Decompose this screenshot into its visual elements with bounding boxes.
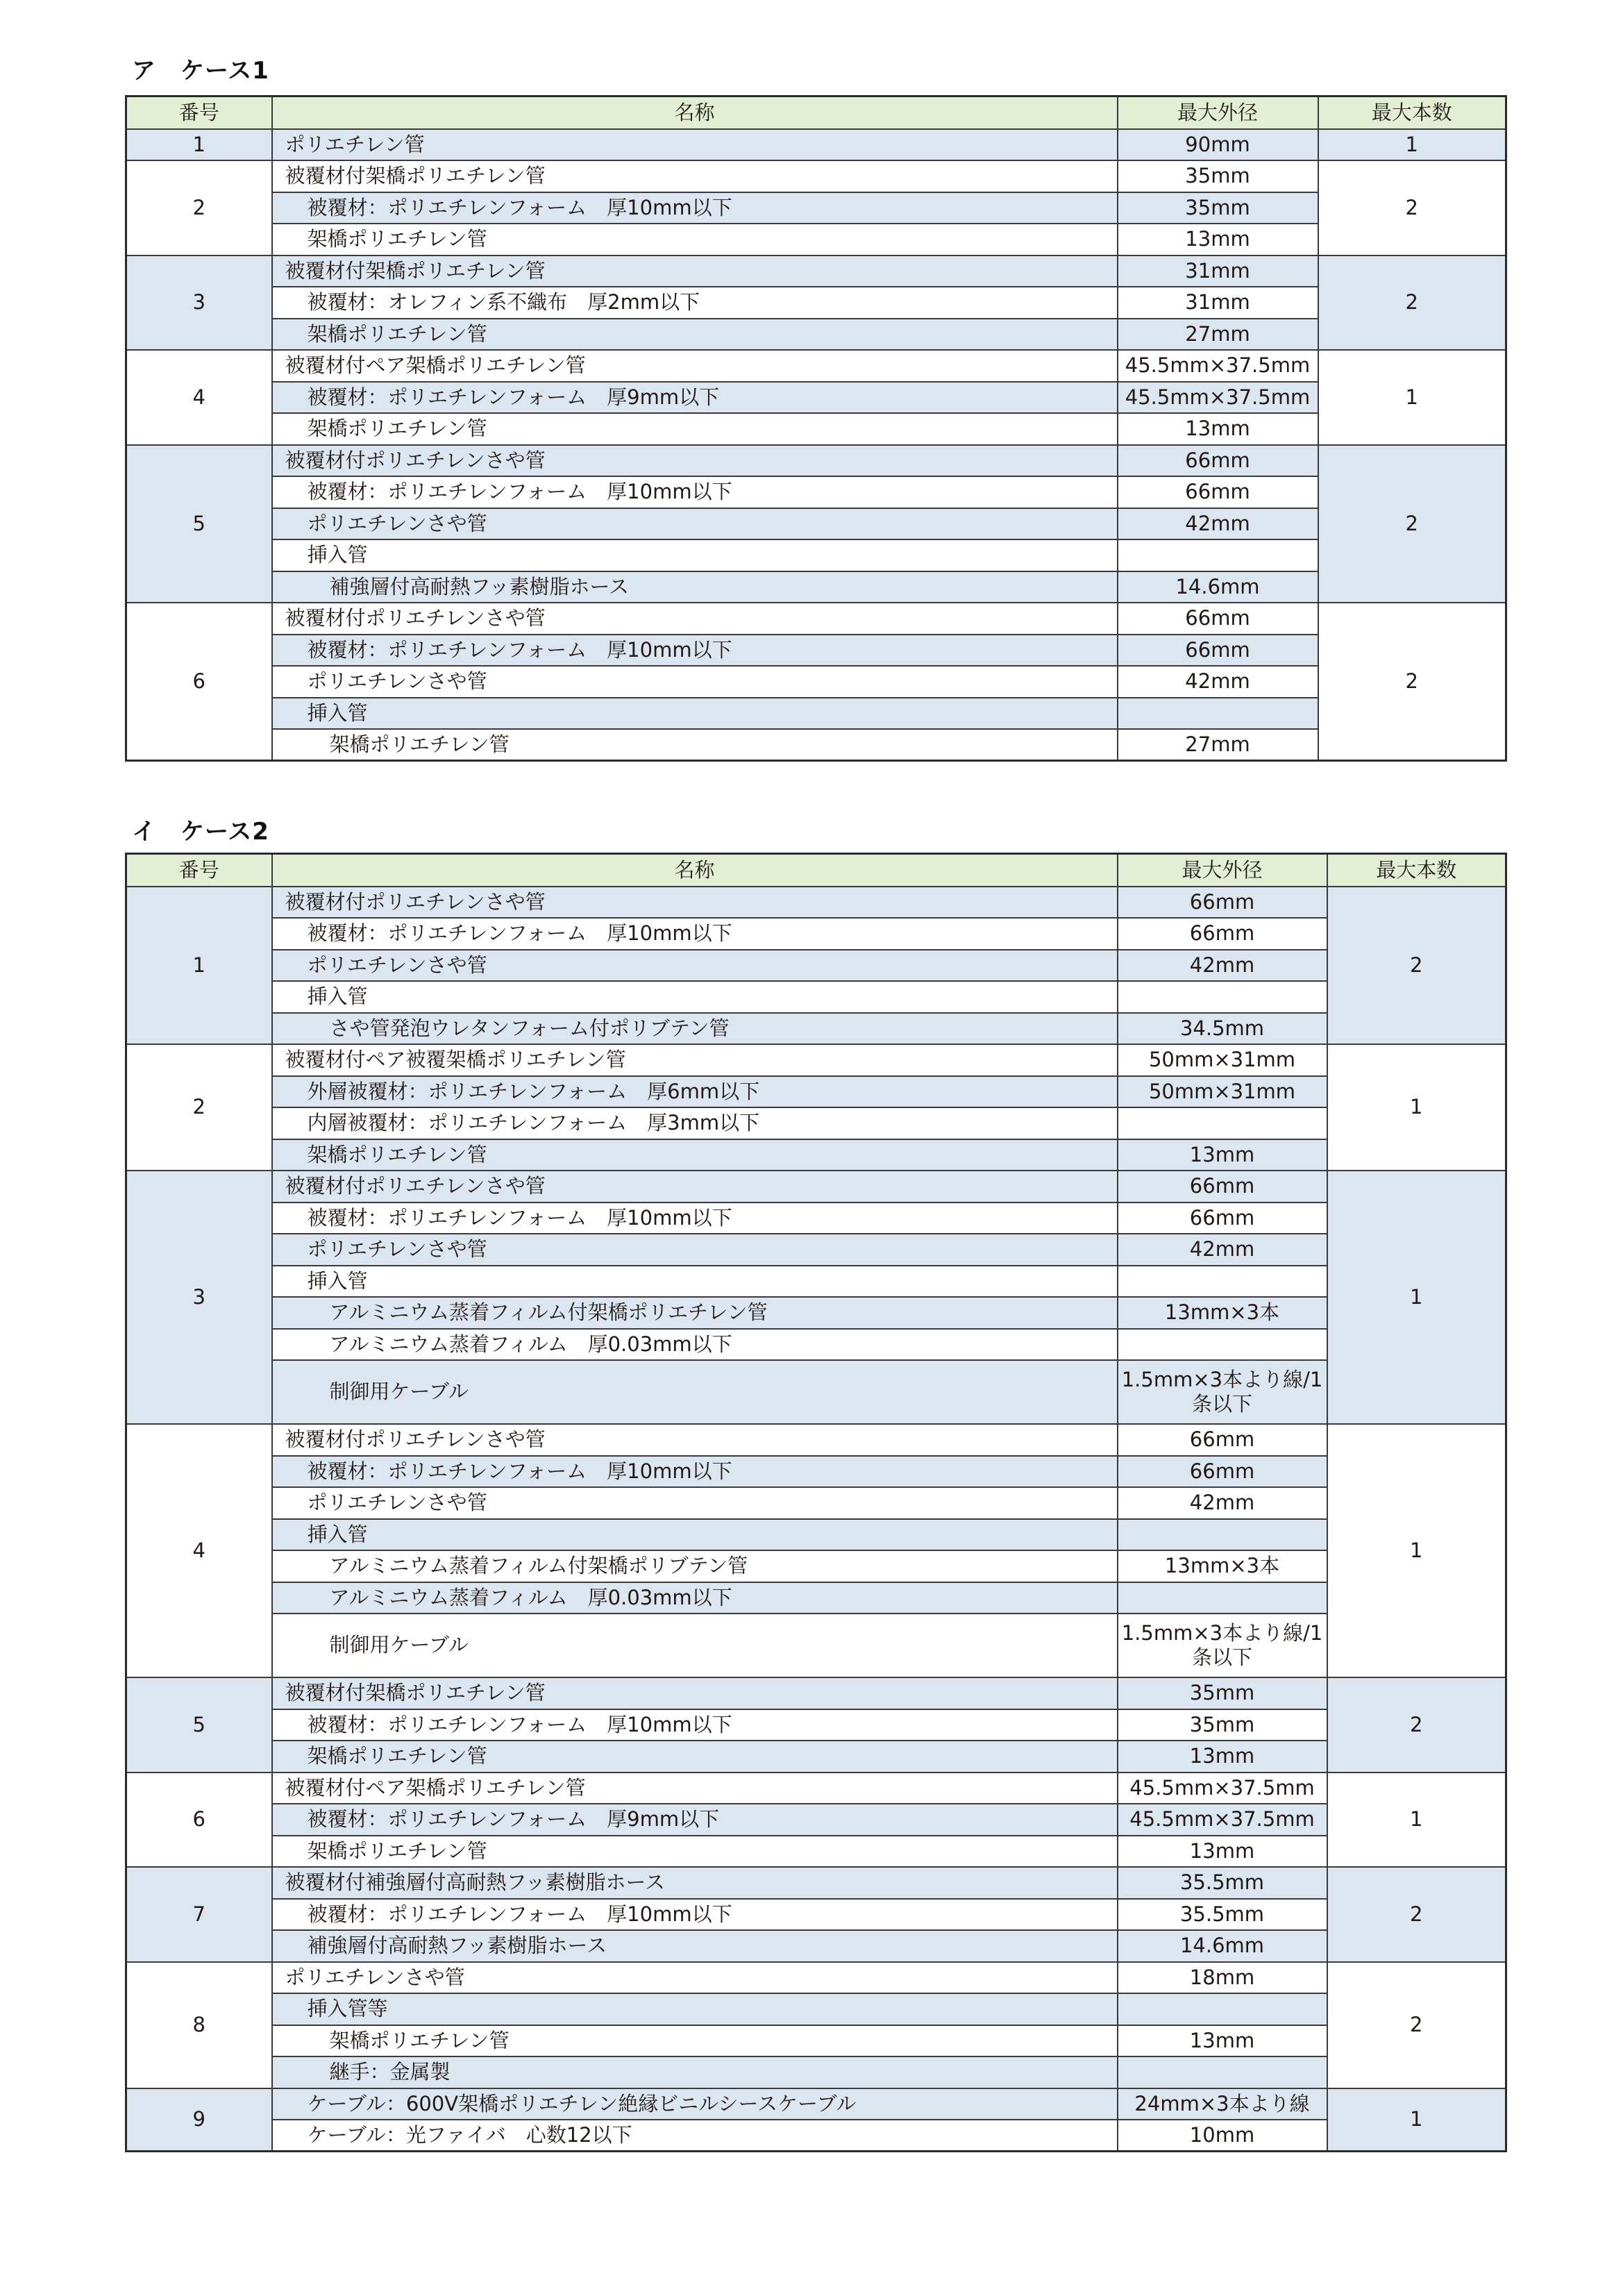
item-diameter: 31mm (1118, 287, 1318, 319)
item-name: 挿入管 (272, 539, 1118, 571)
table-row (126, 729, 1506, 761)
item-name: アルミニウム蒸着フィルム 厚0.03mm以下 (272, 1582, 1118, 1614)
header-name: 名称 (272, 97, 1118, 129)
item-name: 被覆材：ポリエチレンフォーム 厚10mm以下 (272, 192, 1118, 224)
table-row (126, 950, 1506, 982)
item-diameter: 1.5mm×3本より線/1条以下 (1118, 1614, 1327, 1677)
max-count: 1 (1327, 1424, 1506, 1677)
max-count: 1 (1327, 1773, 1506, 1868)
item-diameter (1118, 2056, 1327, 2088)
header-count: 最大本数 (1318, 97, 1506, 129)
table-row (126, 1424, 1506, 1456)
item-name: 被覆材：ポリエチレンフォーム 厚10mm以下 (272, 1203, 1118, 1234)
table-row (126, 1139, 1506, 1171)
item-diameter: 27mm (1118, 319, 1318, 351)
item-name: ポリエチレンさや管 (272, 1962, 1118, 1994)
item-diameter: 18mm (1118, 1962, 1327, 1994)
item-name: 被覆材：ポリエチレンフォーム 厚10mm以下 (272, 476, 1118, 508)
item-name: 被覆材付ポリエチレンさや管 (272, 1424, 1118, 1456)
header-number: 番号 (126, 97, 272, 129)
row-number: 3 (126, 255, 272, 351)
item-diameter (1118, 1519, 1327, 1551)
item-diameter: 50mm×31mm (1118, 1076, 1327, 1108)
table-row (126, 698, 1506, 730)
table-row (126, 319, 1506, 351)
row-number: 6 (126, 603, 272, 761)
item-diameter: 45.5mm×37.5mm (1118, 382, 1318, 414)
case1-title: ア ケース1 (132, 57, 269, 85)
item-name: 架橋ポリエチレン管 (272, 224, 1118, 255)
item-diameter: 13mm×3本 (1118, 1297, 1327, 1329)
item-diameter: 66mm (1118, 1171, 1327, 1203)
header-name: 名称 (272, 854, 1118, 887)
item-diameter: 34.5mm (1118, 1013, 1327, 1045)
table-row (126, 1107, 1506, 1139)
table-row (126, 1360, 1506, 1424)
item-name: 挿入管等 (272, 1993, 1118, 2025)
table-row (126, 635, 1506, 667)
item-name: 被覆材付補強層付高耐熱フッ素樹脂ホース (272, 1867, 1118, 1899)
table-row (126, 382, 1506, 414)
item-diameter: 13mm (1118, 1836, 1327, 1868)
item-name: 架橋ポリエチレン管 (272, 319, 1118, 351)
table-row (126, 1013, 1506, 1045)
max-count: 1 (1318, 350, 1506, 445)
row-number: 2 (126, 1044, 272, 1171)
item-name: 被覆材付ペア架橋ポリエチレン管 (272, 1773, 1118, 1804)
header-number: 番号 (126, 854, 272, 887)
case2-title: イ ケース2 (132, 818, 269, 846)
item-name: 被覆材付架橋ポリエチレン管 (272, 255, 1118, 287)
table-row (126, 1329, 1506, 1361)
item-diameter: 90mm (1118, 129, 1318, 161)
item-diameter: 42mm (1118, 508, 1318, 540)
table-row (126, 2025, 1506, 2057)
row-number: 2 (126, 160, 272, 255)
table-row (126, 571, 1506, 603)
item-diameter: 66mm (1118, 1424, 1327, 1456)
item-diameter: 35mm (1118, 1709, 1327, 1741)
item-diameter: 66mm (1118, 445, 1318, 477)
table-row (126, 1614, 1506, 1677)
item-name: 被覆材付ポリエチレンさや管 (272, 1171, 1118, 1203)
item-diameter: 66mm (1118, 635, 1318, 667)
table-row (126, 1487, 1506, 1519)
item-diameter: 66mm (1118, 1456, 1327, 1488)
table-row (126, 1234, 1506, 1266)
item-name: アルミニウム蒸着フィルム 厚0.03mm以下 (272, 1329, 1118, 1361)
table-row (126, 1266, 1506, 1298)
item-name: 架橋ポリエチレン管 (272, 1741, 1118, 1773)
item-name: 被覆材：ポリエチレンフォーム 厚9mm以下 (272, 382, 1118, 414)
item-name: 外層被覆材：ポリエチレンフォーム 厚6mm以下 (272, 1076, 1118, 1108)
item-name: 被覆材：ポリエチレンフォーム 厚10mm以下 (272, 635, 1118, 667)
table-row (126, 1867, 1506, 1899)
item-diameter (1118, 1107, 1327, 1139)
table-row (126, 1930, 1506, 1962)
item-diameter: 31mm (1118, 255, 1318, 287)
item-name: 補強層付高耐熱フッ素樹脂ホース (272, 1930, 1118, 1962)
item-diameter (1118, 1993, 1327, 2025)
item-diameter: 13mm (1118, 2025, 1327, 2057)
item-name: 架橋ポリエチレン管 (272, 1836, 1118, 1868)
header-count: 最大本数 (1327, 854, 1506, 887)
case1-table (125, 95, 1507, 762)
table-row (126, 539, 1506, 571)
item-diameter (1118, 1582, 1327, 1614)
table-row (126, 192, 1506, 224)
item-diameter: 13mm (1118, 1741, 1327, 1773)
table-row (126, 1741, 1506, 1773)
table-row (126, 350, 1506, 382)
max-count: 2 (1318, 445, 1506, 603)
item-diameter: 42mm (1118, 1234, 1327, 1266)
table-row (126, 1993, 1506, 2025)
item-diameter: 14.6mm (1118, 571, 1318, 603)
item-diameter: 66mm (1118, 918, 1327, 950)
item-name: ポリエチレンさや管 (272, 508, 1118, 540)
max-count: 2 (1327, 887, 1506, 1045)
row-number: 4 (126, 1424, 272, 1677)
item-name: 被覆材付ポリエチレンさや管 (272, 887, 1118, 919)
item-name: 被覆材：ポリエチレンフォーム 厚10mm以下 (272, 1899, 1118, 1931)
item-diameter: 13mm (1118, 1139, 1327, 1171)
item-diameter: 50mm×31mm (1118, 1044, 1327, 1076)
item-diameter: 45.5mm×37.5mm (1118, 350, 1318, 382)
item-diameter: 10mm (1118, 2120, 1327, 2152)
row-number: 8 (126, 1962, 272, 2088)
max-count: 2 (1327, 1867, 1506, 1962)
item-diameter: 14.6mm (1118, 1930, 1327, 1962)
item-name: ケーブル：光ファイバ 心数12以下 (272, 2120, 1118, 2152)
table-row (126, 1297, 1506, 1329)
table-row (126, 1899, 1506, 1931)
table-row (126, 918, 1506, 950)
max-count: 1 (1327, 1044, 1506, 1171)
table-row (126, 1171, 1506, 1203)
table-row (126, 1044, 1506, 1076)
table-header-row (126, 97, 1506, 129)
item-name: さや管発泡ウレタンフォーム付ポリブテン管 (272, 1013, 1118, 1045)
item-diameter: 42mm (1118, 950, 1327, 982)
item-diameter: 24mm×3本より線 (1118, 2088, 1327, 2120)
item-name: 被覆材：ポリエチレンフォーム 厚10mm以下 (272, 918, 1118, 950)
max-count: 2 (1318, 603, 1506, 761)
max-count: 1 (1327, 1171, 1506, 1424)
table-row (126, 160, 1506, 192)
table-row (126, 666, 1506, 698)
table-row (126, 1203, 1506, 1234)
item-name: ポリエチレンさや管 (272, 1234, 1118, 1266)
item-diameter: 66mm (1118, 476, 1318, 508)
item-name: 補強層付高耐熱フッ素樹脂ホース (272, 571, 1118, 603)
item-diameter (1118, 1266, 1327, 1298)
item-name: 制御用ケーブル (272, 1614, 1118, 1677)
max-count: 2 (1318, 255, 1506, 351)
item-name: 架橋ポリエチレン管 (272, 2025, 1118, 2057)
item-diameter: 13mm×3本 (1118, 1550, 1327, 1582)
item-name: 被覆材：ポリエチレンフォーム 厚9mm以下 (272, 1804, 1118, 1836)
item-diameter: 27mm (1118, 729, 1318, 761)
item-name: ポリエチレンさや管 (272, 666, 1118, 698)
item-name: 架橋ポリエチレン管 (272, 413, 1118, 445)
item-name: ポリエチレンさや管 (272, 1487, 1118, 1519)
max-count: 1 (1327, 2088, 1506, 2152)
row-number: 5 (126, 1677, 272, 1773)
item-diameter: 35mm (1118, 192, 1318, 224)
item-diameter: 35.5mm (1118, 1899, 1327, 1931)
table-row (126, 2056, 1506, 2088)
max-count: 2 (1327, 1962, 1506, 2088)
case2-table (125, 853, 1507, 2152)
table-row (126, 1773, 1506, 1804)
table-row (126, 508, 1506, 540)
row-number: 6 (126, 1773, 272, 1868)
item-name: ポリエチレンさや管 (272, 950, 1118, 982)
item-diameter: 1.5mm×3本より線/1条以下 (1118, 1360, 1327, 1424)
item-diameter: 42mm (1118, 1487, 1327, 1519)
item-diameter: 66mm (1118, 603, 1318, 635)
table-row (126, 255, 1506, 287)
table-row (126, 1519, 1506, 1551)
table-row (126, 2120, 1506, 2152)
table-row (126, 445, 1506, 477)
item-diameter: 45.5mm×37.5mm (1118, 1804, 1327, 1836)
item-diameter: 13mm (1118, 413, 1318, 445)
item-diameter (1118, 539, 1318, 571)
item-diameter: 13mm (1118, 224, 1318, 255)
table-row (126, 1804, 1506, 1836)
table-row (126, 1709, 1506, 1741)
table-row (126, 1076, 1506, 1108)
item-diameter: 66mm (1118, 1203, 1327, 1234)
table-row (126, 413, 1506, 445)
item-diameter: 45.5mm×37.5mm (1118, 1773, 1327, 1804)
item-name: 被覆材付架橋ポリエチレン管 (272, 1677, 1118, 1709)
item-name: 架橋ポリエチレン管 (272, 729, 1118, 761)
header-diameter: 最大外径 (1118, 97, 1318, 129)
item-diameter: 35mm (1118, 1677, 1327, 1709)
item-name: 架橋ポリエチレン管 (272, 1139, 1118, 1171)
table-row (126, 287, 1506, 319)
item-name: 被覆材付ペア被覆架橋ポリエチレン管 (272, 1044, 1118, 1076)
item-diameter: 42mm (1118, 666, 1318, 698)
item-name: ケーブル：600V架橋ポリエチレン絶縁ビニルシースケーブル (272, 2088, 1118, 2120)
item-diameter: 35.5mm (1118, 1867, 1327, 1899)
item-diameter (1118, 1329, 1327, 1361)
max-count: 2 (1327, 1677, 1506, 1773)
table-row (126, 476, 1506, 508)
table-row (126, 981, 1506, 1013)
max-count: 1 (1318, 129, 1506, 161)
table-row (126, 129, 1506, 161)
row-number: 1 (126, 887, 272, 1045)
item-diameter (1118, 981, 1327, 1013)
table-row (126, 1456, 1506, 1488)
row-number: 4 (126, 350, 272, 445)
item-diameter (1118, 698, 1318, 730)
item-name: 被覆材：ポリエチレンフォーム 厚10mm以下 (272, 1709, 1118, 1741)
item-name: 被覆材付ポリエチレンさや管 (272, 603, 1118, 635)
header-diameter: 最大外径 (1118, 854, 1327, 887)
table-row (126, 1582, 1506, 1614)
item-name: ポリエチレン管 (272, 129, 1118, 161)
item-name: 被覆材付架橋ポリエチレン管 (272, 160, 1118, 192)
table-row (126, 603, 1506, 635)
row-number: 9 (126, 2088, 272, 2152)
row-number: 3 (126, 1171, 272, 1424)
item-name: 継手：金属製 (272, 2056, 1118, 2088)
row-number: 5 (126, 445, 272, 603)
item-name: アルミニウム蒸着フィルム付架橋ポリエチレン管 (272, 1297, 1118, 1329)
item-name: 挿入管 (272, 1266, 1118, 1298)
item-name: 被覆材：ポリエチレンフォーム 厚10mm以下 (272, 1456, 1118, 1488)
table-row (126, 1836, 1506, 1868)
max-count: 2 (1318, 160, 1506, 255)
item-name: 挿入管 (272, 698, 1118, 730)
item-name: 挿入管 (272, 1519, 1118, 1551)
table-row (126, 1550, 1506, 1582)
table-row (126, 1962, 1506, 1994)
item-name: 制御用ケーブル (272, 1360, 1118, 1424)
table-row (126, 224, 1506, 255)
item-name: 挿入管 (272, 981, 1118, 1013)
item-name: アルミニウム蒸着フィルム付架橋ポリブテン管 (272, 1550, 1118, 1582)
table-header-row (126, 854, 1506, 887)
table-row (126, 887, 1506, 919)
row-number: 1 (126, 129, 272, 161)
item-name: 被覆材付ペア架橋ポリエチレン管 (272, 350, 1118, 382)
item-diameter: 66mm (1118, 887, 1327, 919)
row-number: 7 (126, 1867, 272, 1962)
table-row (126, 1677, 1506, 1709)
item-name: 内層被覆材：ポリエチレンフォーム 厚3mm以下 (272, 1107, 1118, 1139)
item-name: 被覆材付ポリエチレンさや管 (272, 445, 1118, 477)
item-diameter: 35mm (1118, 160, 1318, 192)
table-row (126, 2088, 1506, 2120)
item-name: 被覆材：オレフィン系不織布 厚2mm以下 (272, 287, 1118, 319)
